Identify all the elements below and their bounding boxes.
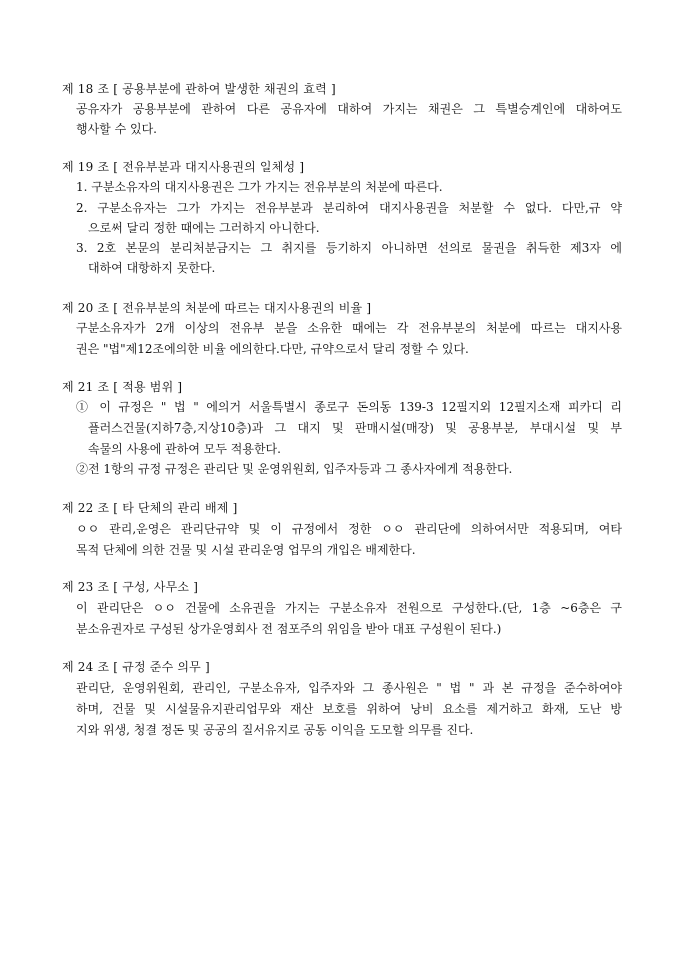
- article-heading: 제 23 조 [ 구성, 사무소 ]: [62, 580, 199, 594]
- article-text-line: ㅇㅇ 관리,운영은 관리단규약 및 이 규정에서 정한 ㅇㅇ 관리단에 의하여서만 적용되며, 여타: [76, 522, 622, 536]
- article-heading: 제 18 조 [ 공용부분에 관하여 발생한 채권의 효력 ]: [62, 82, 336, 96]
- list-item-continuation: 플러스건물(지하7층,지상10층)과 그 대지 및 판매시설(매장) 및 공용부분, 부대시설 및 부: [88, 421, 622, 435]
- list-item-continuation: 대하여 대항하지 못한다.: [88, 261, 216, 275]
- article-text-line: 분소유권자로 구성된 상가운영회사 전 점포주의 위임을 받아 대표 구성원이 된다.): [76, 622, 502, 636]
- list-item: 1. 구분소유자의 대지사용권은 그가 가지는 전유부분의 처분에 따른다.: [76, 180, 443, 194]
- article-text-line: 관리단, 운영위원회, 관리인, 구분소유자, 입주자와 그 종사원은 " 법 " 과 본 규정을 준수하여야: [76, 681, 622, 695]
- article-text-line: 목적 단체에 의한 건물 및 시설 관리운영 업무의 개입은 배제한다.: [76, 543, 416, 557]
- list-item: ②전 1항의 규정 규정은 관리단 및 운영위원회, 입주자등과 그 종사자에게 적용한다.: [76, 462, 513, 476]
- list-item: ① 이 규정은 " 법 " 에의거 서울특별시 종로구 돈의동 139-3 12필지외 12필지소재 피카디 리: [76, 400, 622, 414]
- article-heading: 제 19 조 [ 전유부분과 대지사용권의 일체성 ]: [62, 160, 305, 174]
- article-heading: 제 20 조 [ 전유부분의 처분에 따르는 대지사용권의 비율 ]: [62, 301, 372, 315]
- article-heading: 제 22 조 [ 타 단체의 관리 배제 ]: [62, 501, 238, 515]
- article-text-line: 지와 위생, 청결 정돈 및 공공의 질서유지로 공동 이익을 도모할 의무를 진다.: [76, 723, 474, 737]
- list-item-continuation: 속물의 사용에 관하여 모두 적용한다.: [88, 442, 281, 456]
- list-item-continuation: 으로써 달리 정한 때에는 그러하지 아니한다.: [88, 221, 320, 235]
- article-text-line: 공유자가 공용부분에 관하여 다른 공유자에 대하여 가지는 채권은 그 특별승계인에 대하여도: [76, 102, 622, 116]
- article-text-line: 이 관리단은 ㅇㅇ 건물에 소유권을 가지는 구분소유자 전원으로 구성한다.(단, 1층 ~6층은 구: [76, 601, 622, 615]
- article-text-line: 하며, 건물 및 시설물유지관리업무와 재산 보호를 위하여 낭비 요소를 제거하고 화재, 도난 방: [76, 702, 622, 716]
- article-heading: 제 21 조 [ 적용 범위 ]: [62, 380, 183, 394]
- article-text-line: 행사할 수 있다.: [76, 122, 157, 136]
- list-item: 2. 구분소유자는 그가 가지는 전유부분과 분리하여 대지사용권을 처분할 수 없다. 다만,규 약: [76, 201, 622, 215]
- list-item: 3. 2호 본문의 분리처분금지는 그 취지를 등기하지 아니하면 선의로 물권을 취득한 제3자 에: [76, 241, 622, 255]
- article-text-line: 구분소유자가 2개 이상의 전유부 분을 소유한 때에는 각 전유부분의 처분에 따르는 대지사용: [76, 321, 622, 335]
- article-text-line: 권은 "법"제12조에의한 비율 에의한다.다만, 규약으로서 달리 정할 수 있다.: [76, 342, 469, 356]
- article-heading: 제 24 조 [ 규정 준수 의무 ]: [62, 660, 210, 674]
